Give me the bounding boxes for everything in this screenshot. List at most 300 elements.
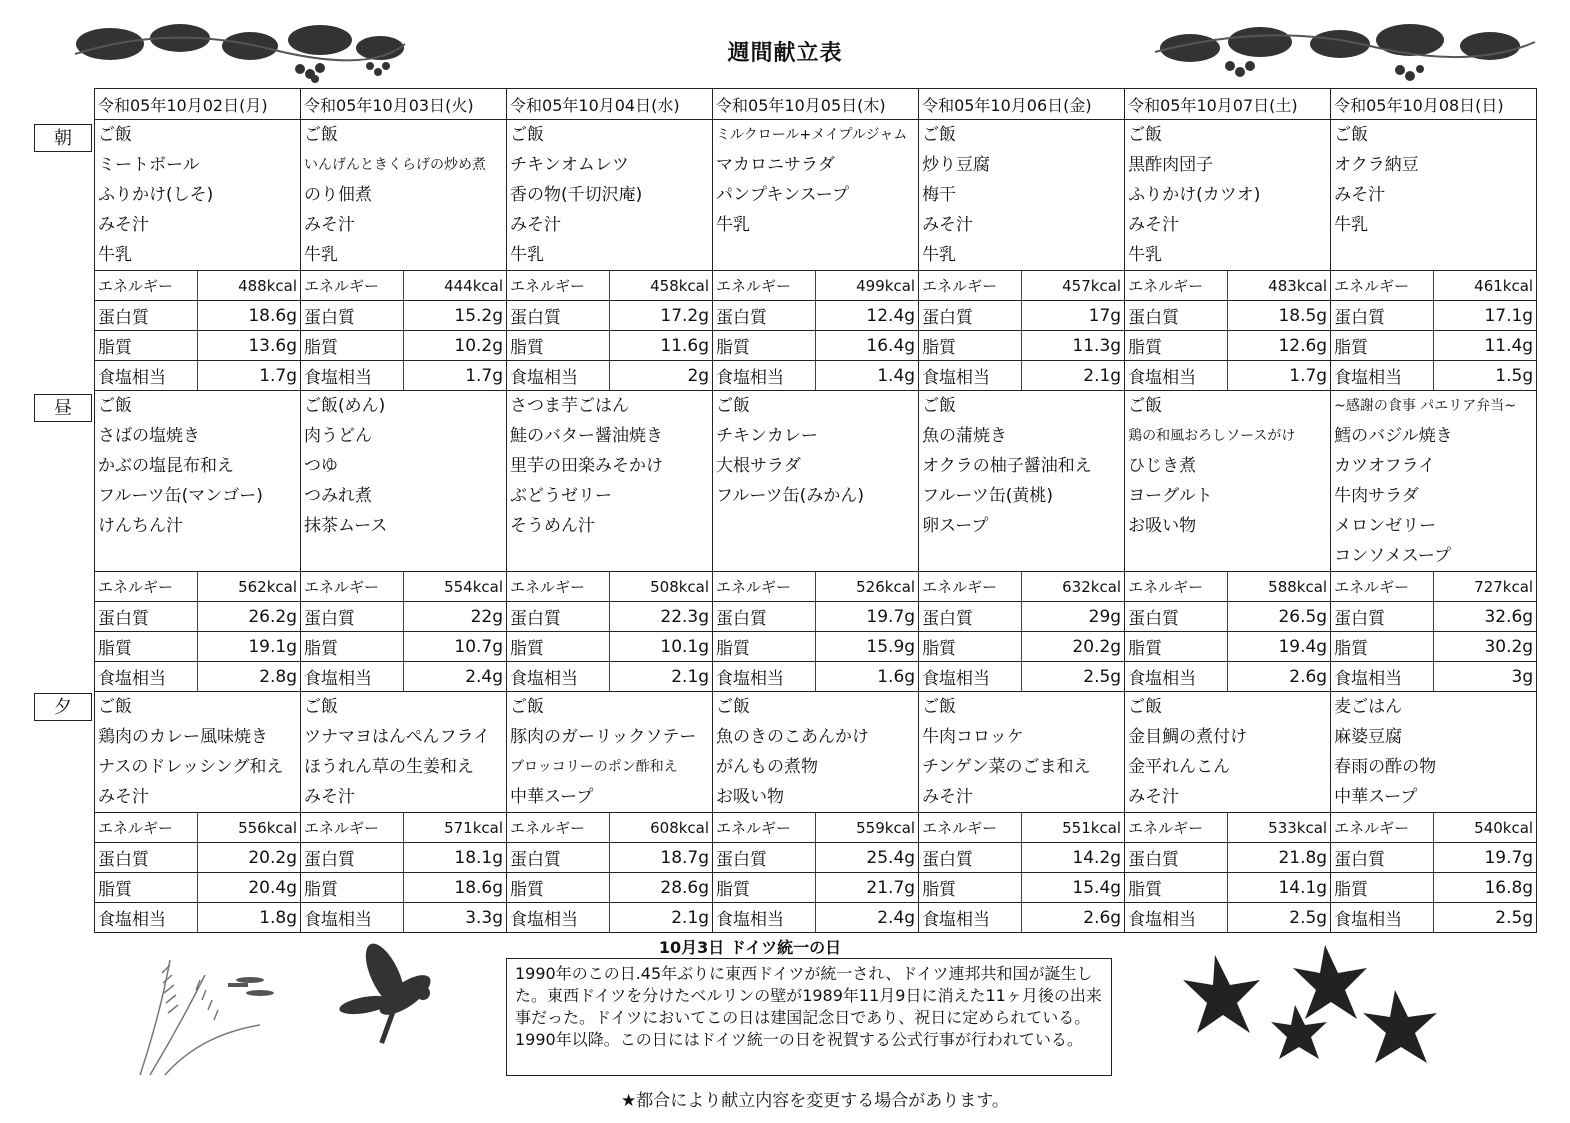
dish-item: 牛乳	[1334, 215, 1369, 235]
breakfast-dishes-row	[95, 120, 1537, 271]
protein-label: 蛋白質	[1125, 301, 1228, 331]
breakfast-fat-row	[95, 331, 1537, 361]
fat-label: 脂質	[1331, 873, 1434, 903]
salt-label: 食塩相当	[1331, 662, 1434, 692]
note-box	[506, 958, 1112, 1076]
dinner-dishes-cell	[1331, 692, 1537, 813]
lunch-dishes-cell	[919, 391, 1125, 572]
energy-label: エネルギー	[1331, 271, 1434, 301]
salt-value: 2.5g	[1434, 903, 1537, 933]
salt-label: 食塩相当	[507, 903, 610, 933]
breakfast-dishes-cell	[919, 120, 1125, 271]
meal-label-breakfast: 朝	[34, 124, 92, 152]
salt-value: 1.6g	[816, 662, 919, 692]
dish-item: みそ汁	[1128, 787, 1180, 807]
fat-value: 21.7g	[816, 873, 919, 903]
fat-value: 11.4g	[1434, 331, 1537, 361]
dish-item: マカロニサラダ	[716, 155, 835, 175]
lunch-dishes-row	[95, 391, 1537, 572]
protein-label: 蛋白質	[95, 602, 198, 632]
energy-value: 554kcal	[404, 572, 507, 602]
energy-value: 556kcal	[198, 813, 301, 843]
salt-value: 1.7g	[198, 361, 301, 391]
salt-value: 2.6g	[1228, 662, 1331, 692]
dish-item: 中華スープ	[510, 787, 594, 807]
protein-label: 蛋白質	[713, 843, 816, 873]
dish-item: ご飯	[98, 396, 132, 416]
breakfast-energy-row	[95, 271, 1537, 301]
energy-label: エネルギー	[301, 813, 404, 843]
dish-item: 鶏の和風おろしソースがけ	[1128, 428, 1296, 444]
dish-item: 炒り豆腐	[922, 155, 991, 175]
meal-label-lunch: 昼	[34, 394, 92, 422]
dish-item: 鱈のバジル焼き	[1334, 426, 1453, 446]
salt-value: 1.4g	[816, 361, 919, 391]
date-header-row	[95, 89, 1537, 120]
energy-value: 588kcal	[1228, 572, 1331, 602]
dish-item: ひじき煮	[1128, 456, 1197, 476]
fat-label: 脂質	[919, 873, 1022, 903]
salt-label: 食塩相当	[507, 361, 610, 391]
dish-item: 麻婆豆腐	[1334, 727, 1403, 747]
dish-item: 肉うどん	[304, 426, 373, 446]
salt-value: 2.1g	[610, 662, 713, 692]
dish-item: 麦ごはん	[1334, 697, 1403, 717]
dish-item: ご飯	[1334, 125, 1369, 145]
dish-item: みそ汁	[304, 215, 356, 235]
dish-item: みそ汁	[922, 787, 974, 807]
energy-value: 559kcal	[816, 813, 919, 843]
dish-item: 梅干	[922, 185, 957, 205]
breakfast-dishes-cell	[301, 120, 507, 271]
lunch-salt-row	[95, 662, 1537, 692]
dish-item: ご飯	[510, 125, 545, 145]
dish-item: チンゲン菜のごま和え	[922, 757, 1091, 777]
protein-label: 蛋白質	[301, 843, 404, 873]
energy-label: エネルギー	[1125, 271, 1228, 301]
dish-item: ご飯	[922, 396, 957, 416]
protein-value: 19.7g	[1434, 843, 1537, 873]
energy-value: 457kcal	[1022, 271, 1125, 301]
energy-label: エネルギー	[507, 572, 610, 602]
salt-value: 2.1g	[610, 903, 713, 933]
fat-label: 脂質	[713, 873, 816, 903]
salt-value: 2.4g	[404, 662, 507, 692]
dish-item: ミートボール	[98, 155, 200, 175]
energy-label: エネルギー	[713, 271, 816, 301]
date-header: 令和05年10月02日(月)	[95, 89, 301, 120]
salt-value: 3.3g	[404, 903, 507, 933]
fat-label: 脂質	[713, 632, 816, 662]
fat-value: 15.4g	[1022, 873, 1125, 903]
fat-label: 脂質	[507, 331, 610, 361]
breakfast-dishes-cell	[95, 120, 301, 271]
dish-item: チキンオムレツ	[510, 155, 629, 175]
fat-value: 10.1g	[610, 632, 713, 662]
energy-value: 444kcal	[404, 271, 507, 301]
fat-label: 脂質	[301, 632, 404, 662]
protein-value: 18.1g	[404, 843, 507, 873]
energy-value: 533kcal	[1228, 813, 1331, 843]
fat-value: 28.6g	[610, 873, 713, 903]
protein-value: 17.2g	[610, 301, 713, 331]
energy-value: 608kcal	[610, 813, 713, 843]
salt-value: 2.6g	[1022, 903, 1125, 933]
salt-value: 1.7g	[404, 361, 507, 391]
protein-value: 26.5g	[1228, 602, 1331, 632]
dish-item: 牛乳	[716, 215, 751, 235]
dish-item: ~感謝の食事 パエリア弁当~	[1334, 398, 1517, 414]
dish-item: パンプキンスープ	[716, 185, 849, 205]
fat-value: 20.2g	[1022, 632, 1125, 662]
fat-label: 脂質	[95, 873, 198, 903]
fat-label: 脂質	[95, 331, 198, 361]
dish-item: ミルクロール+メイプルジャム	[716, 127, 908, 143]
dish-item: そうめん汁	[510, 516, 596, 536]
fat-label: 脂質	[1125, 331, 1228, 361]
energy-value: 526kcal	[816, 572, 919, 602]
dish-item: ご飯	[716, 396, 751, 416]
dish-item: みそ汁	[98, 215, 149, 235]
protein-label: 蛋白質	[507, 843, 610, 873]
dish-item: 牛乳	[98, 245, 132, 265]
dish-item: ご飯(めん)	[304, 396, 386, 416]
date-header: 令和05年10月07日(土)	[1125, 89, 1331, 120]
dish-item: 里芋の田楽みそかけ	[510, 456, 664, 476]
dish-item: 中華スープ	[1334, 787, 1418, 807]
salt-value: 2g	[610, 361, 713, 391]
lunch-fat-row	[95, 632, 1537, 662]
dish-item: 魚のきのこあんかけ	[716, 727, 870, 747]
energy-value: 571kcal	[404, 813, 507, 843]
dish-item: 金平れんこん	[1128, 757, 1231, 777]
energy-value: 483kcal	[1228, 271, 1331, 301]
salt-label: 食塩相当	[1125, 903, 1228, 933]
energy-value: 540kcal	[1434, 813, 1537, 843]
fat-label: 脂質	[301, 873, 404, 903]
dish-item: ご飯	[922, 697, 957, 717]
salt-value: 1.5g	[1434, 361, 1537, 391]
protein-label: 蛋白質	[507, 301, 610, 331]
energy-value: 632kcal	[1022, 572, 1125, 602]
fat-label: 脂質	[919, 632, 1022, 662]
energy-value: 508kcal	[610, 572, 713, 602]
dinner-dishes-cell	[919, 692, 1125, 813]
protein-value: 19.7g	[816, 602, 919, 632]
protein-value: 12.4g	[816, 301, 919, 331]
dish-item: ナスのドレッシング和え	[98, 757, 284, 777]
energy-label: エネルギー	[95, 271, 198, 301]
dish-item: ご飯	[304, 125, 339, 145]
fat-label: 脂質	[1125, 873, 1228, 903]
fat-value: 19.1g	[198, 632, 301, 662]
energy-value: 551kcal	[1022, 813, 1125, 843]
fat-value: 10.2g	[404, 331, 507, 361]
dish-item: けんちん汁	[98, 516, 183, 536]
protein-value: 15.2g	[404, 301, 507, 331]
dinner-dishes-cell	[301, 692, 507, 813]
breakfast-dishes-cell	[1125, 120, 1331, 271]
salt-label: 食塩相当	[1331, 903, 1434, 933]
salt-label: 食塩相当	[95, 903, 198, 933]
protein-value: 29g	[1022, 602, 1125, 632]
salt-value: 2.4g	[816, 903, 919, 933]
protein-label: 蛋白質	[713, 301, 816, 331]
dish-item: さばの塩焼き	[98, 426, 200, 446]
dish-item: つみれ煮	[304, 486, 373, 506]
dinner-dishes-cell	[1125, 692, 1331, 813]
dragonfly-illustration	[335, 935, 455, 1045]
protein-label: 蛋白質	[95, 843, 198, 873]
dish-item: 鮭のバター醤油焼き	[510, 426, 664, 446]
dish-item: フルーツ缶(黄桃)	[922, 486, 1053, 506]
footer-note: ★都合により献立内容を変更する場合があります。	[621, 1091, 1009, 1111]
rice-plant-illustration	[110, 955, 290, 1080]
energy-label: エネルギー	[1125, 813, 1228, 843]
salt-value: 2.5g	[1228, 903, 1331, 933]
dinner-dishes-row	[95, 692, 1537, 813]
date-header: 令和05年10月05日(木)	[713, 89, 919, 120]
page-title: 週間献立表	[727, 41, 843, 66]
salt-label: 食塩相当	[713, 903, 816, 933]
fat-value: 20.4g	[198, 873, 301, 903]
dish-item: お吸い物	[1128, 516, 1197, 536]
lunch-energy-row	[95, 572, 1537, 602]
dish-item: みそ汁	[304, 787, 356, 807]
energy-label: エネルギー	[713, 572, 816, 602]
dish-item: みそ汁	[98, 787, 149, 807]
dish-item: ご飯	[1128, 396, 1163, 416]
fat-label: 脂質	[95, 632, 198, 662]
dinner-salt-row	[95, 903, 1537, 933]
protein-label: 蛋白質	[919, 301, 1022, 331]
protein-value: 22.3g	[610, 602, 713, 632]
dish-item: ぶどうゼリー	[510, 486, 613, 506]
breakfast-dishes-cell	[713, 120, 919, 271]
protein-value: 25.4g	[816, 843, 919, 873]
fat-value: 13.6g	[198, 331, 301, 361]
energy-label: エネルギー	[95, 813, 198, 843]
salt-label: 食塩相当	[1125, 662, 1228, 692]
protein-label: 蛋白質	[301, 602, 404, 632]
energy-value: 727kcal	[1434, 572, 1537, 602]
dinner-energy-row	[95, 813, 1537, 843]
dinner-fat-row	[95, 873, 1537, 903]
protein-label: 蛋白質	[507, 602, 610, 632]
dish-item: ご飯	[1128, 697, 1163, 717]
energy-value: 499kcal	[816, 271, 919, 301]
dish-item: かぶの塩昆布和え	[98, 456, 234, 476]
dish-item: がんもの煮物	[716, 757, 819, 777]
dish-item: ご飯	[1128, 125, 1163, 145]
fat-value: 15.9g	[816, 632, 919, 662]
protein-label: 蛋白質	[713, 602, 816, 632]
dish-item: お吸い物	[716, 787, 785, 807]
fat-label: 脂質	[1331, 632, 1434, 662]
protein-value: 21.8g	[1228, 843, 1331, 873]
dish-item: ご飯	[304, 697, 339, 717]
protein-value: 17.1g	[1434, 301, 1537, 331]
salt-value: 1.7g	[1228, 361, 1331, 391]
fat-value: 18.6g	[404, 873, 507, 903]
protein-value: 26.2g	[198, 602, 301, 632]
meal-label-dinner: 夕	[34, 693, 92, 721]
salt-label: 食塩相当	[919, 662, 1022, 692]
energy-label: エネルギー	[507, 813, 610, 843]
breakfast-salt-row	[95, 361, 1537, 391]
note-body: 1990年のこの日.45年ぶりに東西ドイツが統一され、ドイツ連邦共和国が誕生した。東西ドイツを分けたベルリンの壁が1989年11月9日に消えた11ヶ月後の出来事だった。ドイツにおいてこの日は建国記念日であり、祝日に定められている。1990年以降。この日にはドイツ統一の日を祝賀する公式行事が行われている。	[515, 964, 1102, 1049]
protein-value: 22g	[404, 602, 507, 632]
date-header: 令和05年10月03日(火)	[301, 89, 507, 120]
weekly-menu-table	[94, 88, 1537, 933]
dish-item: ご飯	[510, 697, 545, 717]
dish-item: みそ汁	[922, 215, 974, 235]
fat-value: 11.3g	[1022, 331, 1125, 361]
dish-item: フルーツ缶(みかん)	[716, 486, 864, 506]
salt-label: 食塩相当	[95, 361, 198, 391]
fat-value: 19.4g	[1228, 632, 1331, 662]
dish-item: オクラ納豆	[1334, 155, 1419, 175]
dish-item: 牛肉サラダ	[1334, 486, 1419, 506]
salt-label: 食塩相当	[301, 662, 404, 692]
dish-item: 牛乳	[510, 245, 545, 265]
protein-label: 蛋白質	[1331, 843, 1434, 873]
dish-item: みそ汁	[1334, 185, 1386, 205]
note-title: 10月3日 ドイツ統一の日	[658, 938, 842, 957]
fat-value: 10.7g	[404, 632, 507, 662]
dinner-dishes-cell	[713, 692, 919, 813]
energy-value: 458kcal	[610, 271, 713, 301]
salt-label: 食塩相当	[919, 361, 1022, 391]
dish-item: 金目鯛の煮付け	[1128, 727, 1248, 747]
energy-label: エネルギー	[95, 572, 198, 602]
salt-label: 食塩相当	[301, 903, 404, 933]
fat-label: 脂質	[1125, 632, 1228, 662]
date-header: 令和05年10月04日(水)	[507, 89, 713, 120]
dish-item: のり佃煮	[304, 185, 373, 205]
protein-label: 蛋白質	[1331, 602, 1434, 632]
dish-item: つゆ	[304, 456, 339, 476]
fat-value: 14.1g	[1228, 873, 1331, 903]
protein-label: 蛋白質	[1125, 843, 1228, 873]
salt-label: 食塩相当	[507, 662, 610, 692]
dish-item: いんげんときくらげの炒め煮	[304, 157, 487, 173]
lunch-dishes-cell	[713, 391, 919, 572]
salt-label: 食塩相当	[713, 361, 816, 391]
salt-label: 食塩相当	[1125, 361, 1228, 391]
protein-value: 14.2g	[1022, 843, 1125, 873]
dinner-protein-row	[95, 843, 1537, 873]
energy-value: 488kcal	[198, 271, 301, 301]
energy-label: エネルギー	[1331, 813, 1434, 843]
dish-item: メロンゼリー	[1334, 516, 1437, 536]
energy-label: エネルギー	[919, 271, 1022, 301]
protein-value: 32.6g	[1434, 602, 1537, 632]
dish-item: ヨーグルト	[1128, 486, 1213, 506]
salt-value: 2.1g	[1022, 361, 1125, 391]
protein-value: 18.5g	[1228, 301, 1331, 331]
energy-label: エネルギー	[301, 271, 404, 301]
fat-value: 12.6g	[1228, 331, 1331, 361]
fat-label: 脂質	[507, 632, 610, 662]
dish-item: 大根サラダ	[716, 456, 801, 476]
protein-value: 20.2g	[198, 843, 301, 873]
dish-item: 香の物(千切沢庵)	[510, 185, 643, 205]
dish-item: フルーツ缶(マンゴー)	[98, 486, 263, 506]
dish-item: 豚肉のガーリックソテー	[510, 727, 697, 747]
breakfast-dishes-cell	[1331, 120, 1537, 271]
dish-item: みそ汁	[1128, 215, 1180, 235]
dish-item: ブロッコリーのポン酢和え	[510, 759, 678, 775]
protein-label: 蛋白質	[301, 301, 404, 331]
fat-value: 30.2g	[1434, 632, 1537, 662]
protein-label: 蛋白質	[1331, 301, 1434, 331]
dish-item: 牛乳	[922, 245, 957, 265]
protein-value: 17g	[1022, 301, 1125, 331]
dish-item: ふりかけ(しそ)	[98, 185, 214, 205]
dish-item: 牛乳	[304, 245, 339, 265]
energy-label: エネルギー	[1331, 572, 1434, 602]
energy-value: 461kcal	[1434, 271, 1537, 301]
dish-item: 春雨の酢の物	[1334, 757, 1437, 777]
energy-label: エネルギー	[713, 813, 816, 843]
salt-value: 1.8g	[198, 903, 301, 933]
energy-label: エネルギー	[301, 572, 404, 602]
lunch-dishes-cell	[1331, 391, 1537, 572]
energy-value: 562kcal	[198, 572, 301, 602]
date-header: 令和05年10月06日(金)	[919, 89, 1125, 120]
energy-label: エネルギー	[507, 271, 610, 301]
lunch-dishes-cell	[95, 391, 301, 572]
dish-item: ご飯	[98, 125, 132, 145]
lunch-dishes-cell	[1125, 391, 1331, 572]
fat-label: 脂質	[919, 331, 1022, 361]
dish-item: ご飯	[922, 125, 957, 145]
breakfast-dishes-cell	[507, 120, 713, 271]
dish-item: ふりかけ(カツオ)	[1128, 185, 1261, 205]
salt-value: 3g	[1434, 662, 1537, 692]
salt-label: 食塩相当	[301, 361, 404, 391]
dish-item: オクラの柚子醤油和え	[922, 456, 1092, 476]
fat-value: 16.8g	[1434, 873, 1537, 903]
fat-label: 脂質	[507, 873, 610, 903]
dish-item: ほうれん草の生姜和え	[304, 757, 475, 777]
fat-label: 脂質	[301, 331, 404, 361]
lunch-dishes-cell	[301, 391, 507, 572]
dish-item: さつま芋ごはん	[510, 396, 630, 416]
dish-item: ご飯	[716, 697, 751, 717]
salt-label: 食塩相当	[1331, 361, 1434, 391]
dish-item: 牛肉コロッケ	[922, 727, 1024, 747]
energy-label: エネルギー	[919, 813, 1022, 843]
protein-label: 蛋白質	[919, 843, 1022, 873]
protein-value: 18.7g	[610, 843, 713, 873]
salt-value: 2.8g	[198, 662, 301, 692]
dish-item: 卵スープ	[922, 516, 989, 536]
protein-label: 蛋白質	[95, 301, 198, 331]
lunch-dishes-cell	[507, 391, 713, 572]
fat-value: 16.4g	[816, 331, 919, 361]
energy-label: エネルギー	[919, 572, 1022, 602]
dish-item: ご飯	[98, 697, 132, 717]
dish-item: みそ汁	[510, 215, 562, 235]
protein-value: 18.6g	[198, 301, 301, 331]
dinner-dishes-cell	[507, 692, 713, 813]
dish-item: チキンカレー	[716, 426, 818, 446]
dish-item: 牛乳	[1128, 245, 1163, 265]
fat-label: 脂質	[1331, 331, 1434, 361]
dish-item: 鶏肉のカレー風味焼き	[98, 727, 268, 747]
